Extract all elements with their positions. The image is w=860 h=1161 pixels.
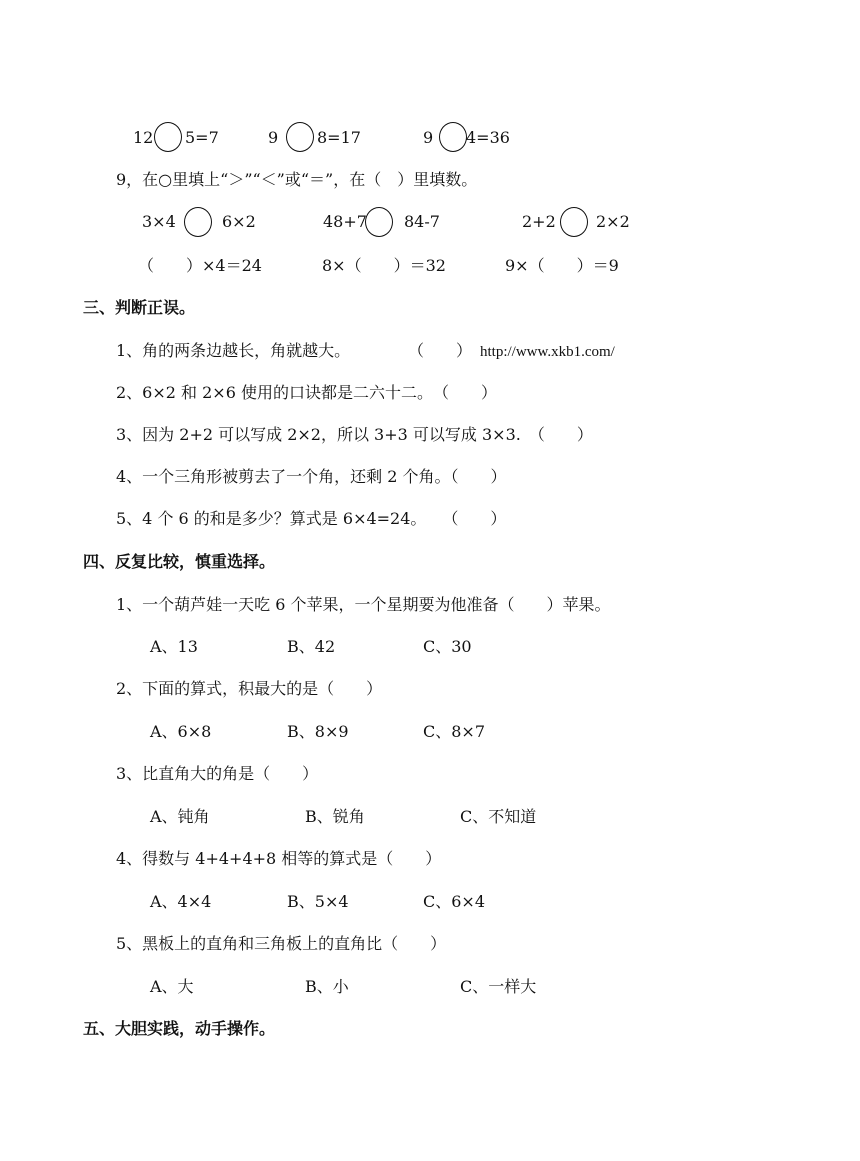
- choice-2-option-a: A、6×8: [150, 722, 212, 741]
- answer-circle[interactable]: [184, 207, 212, 237]
- section-3-title: 三、判断正误。: [83, 298, 196, 317]
- q8-expr3-left: 9: [423, 128, 434, 147]
- choice-question-3: 3、比直角大的角是（ ）: [116, 764, 319, 783]
- choice-1-option-b: B、42: [287, 637, 336, 656]
- choice-1-option-a: A、13: [150, 637, 198, 656]
- judge-item-1: 1、角的两条边越长，角就越大。: [116, 341, 351, 360]
- choice-question-2: 2、下面的算式，积最大的是（ ）: [116, 679, 383, 698]
- q9-compare3-left: 2+2: [522, 212, 556, 231]
- q8-expr2-right: 8=17: [317, 128, 361, 147]
- answer-circle[interactable]: [560, 207, 588, 237]
- q8-expr3-right: 4=36: [466, 128, 510, 147]
- q9-compare3-right: 2×2: [596, 212, 630, 231]
- judge-item-1-paren: （ ）: [408, 341, 473, 360]
- q8-expr2-left: 9: [268, 128, 279, 147]
- answer-circle[interactable]: [154, 122, 182, 152]
- choice-4-option-b: B、5×4: [287, 892, 349, 911]
- judge-item-2: 2、6×2 和 2×6 使用的口诀都是二六十二。 （ ）: [116, 383, 497, 402]
- choice-2-option-b: B、8×9: [287, 722, 349, 741]
- choice-4-option-c: C、6×4: [423, 892, 486, 911]
- q9-fill2: 8×（ ）＝32: [322, 256, 446, 275]
- choice-1-option-c: C、30: [423, 637, 472, 656]
- choice-5-option-a: A、大: [150, 977, 194, 996]
- judge-item-4: 4、一个三角形被剪去了一个角，还剩 2 个角。（ ）: [116, 467, 507, 486]
- q8-expr1-right: 5=7: [185, 128, 219, 147]
- choice-5-option-c: C、一样大: [460, 977, 537, 996]
- section-5-title: 五、大胆实践，动手操作。: [83, 1019, 276, 1038]
- q9-compare1-right: 6×2: [222, 212, 256, 231]
- q9-compare1-left: 3×4: [142, 212, 176, 231]
- q8-expr1-left: 12: [133, 128, 154, 147]
- choice-question-4: 4、得数与 4+4+4+8 相等的算式是（ ）: [116, 849, 442, 868]
- answer-circle[interactable]: [365, 207, 393, 237]
- choice-5-option-b: B、小: [305, 977, 349, 996]
- q9-compare2-left: 48+7: [323, 212, 367, 231]
- answer-circle[interactable]: [286, 122, 314, 152]
- choice-2-option-c: C、8×7: [423, 722, 486, 741]
- choice-question-1: 1、一个葫芦娃一天吃 6 个苹果，一个星期要为他准备（ ）苹果。: [116, 595, 611, 614]
- q9-compare2-right: 84-7: [404, 212, 440, 231]
- choice-3-option-a: A、钝角: [150, 807, 210, 826]
- q9-fill1: （ ）×4＝24: [138, 256, 262, 275]
- q9-fill3: 9×（ ）＝9: [505, 256, 619, 275]
- judge-item-3: 3、因为 2+2 可以写成 2×2，所以 3+3 可以写成 3×3. （ ）: [116, 425, 593, 444]
- answer-circle[interactable]: [439, 122, 467, 152]
- q9-instruction: 9，在○里填上“＞”“＜”或“＝”，在（ ）里填数。: [116, 170, 478, 189]
- choice-4-option-a: A、4×4: [150, 892, 212, 911]
- judge-item-5: 5、4 个 6 的和是多少？算式是 6×4=24。 （ ）: [116, 509, 507, 528]
- choice-3-option-b: B、锐角: [305, 807, 365, 826]
- section-4-title: 四、反复比较，慎重选择。: [83, 552, 276, 571]
- choice-3-option-c: C、不知道: [460, 807, 537, 826]
- choice-question-5: 5、黑板上的直角和三角板上的直角比（ ）: [116, 934, 447, 953]
- url-watermark: http://www.xkb1.com/: [480, 344, 615, 360]
